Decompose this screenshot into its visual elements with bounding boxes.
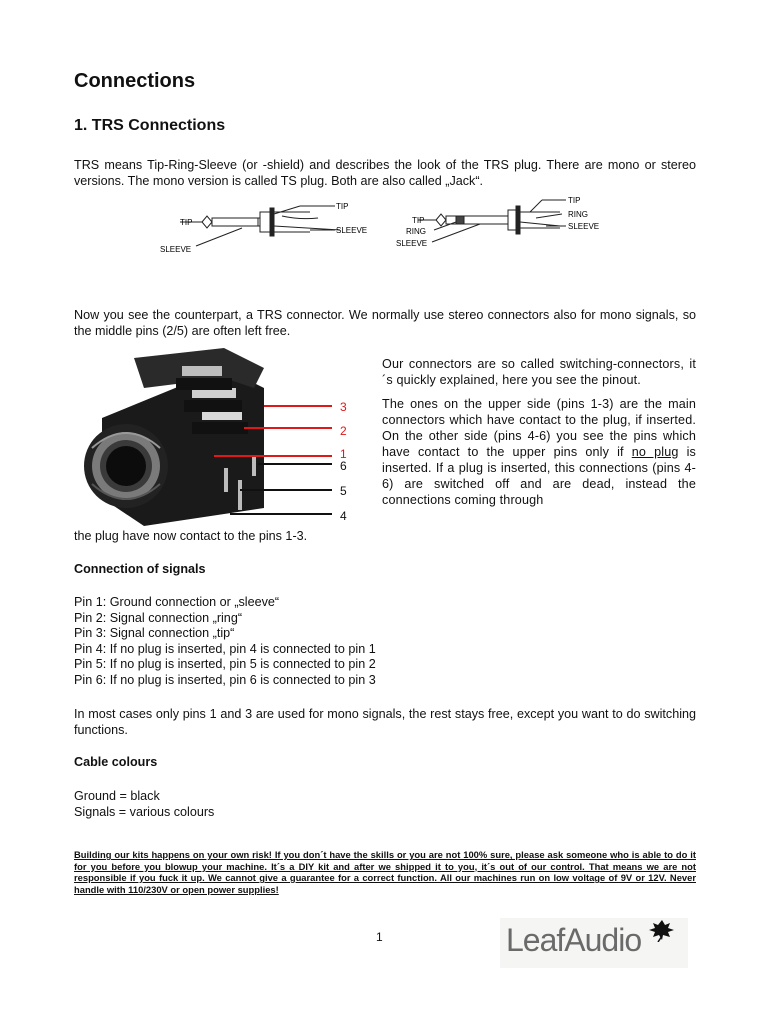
pin-label-6: 6 — [340, 459, 347, 473]
pin-item: Pin 6: If no plug is inserted, pin 6 is connected to pin 3 — [74, 672, 376, 687]
leafaudio-logo — [500, 918, 688, 968]
pinout-explanation — [382, 356, 696, 516]
no-plug-emphasis: no plug — [631, 445, 679, 459]
upper-side-text-end: is inserted. If a plug is inserted, this connections (pins 4-6) are switched off and are dead, instead the connections coming through — [382, 445, 697, 507]
disclaimer: Building our kits happens on your own risk! If you don´t have the skills or you are not 100% sure, please ask someone who is able to do it for you before you blowup your machine. It´s a DIY kit and after we shipped it to you, it´s out of our control. That means we are not responsible if you fuck it up. We cannot give a guarantee for a correct function. All our machines run on low voltage of 9V or 12V. Never handle with 110/230V or open power supplies! — [74, 849, 696, 895]
logo-wordmark: LeafAudio — [506, 922, 642, 958]
pin-label-1: 1 — [340, 447, 347, 461]
ts-sleeve-label-bottom: SLEEVE — [160, 245, 192, 254]
ts-sleeve-label-right: SLEEVE — [336, 226, 368, 235]
pin-list — [74, 594, 376, 687]
trs-ring-label-left: RING — [406, 227, 426, 236]
upper-side-paragraph — [382, 396, 696, 508]
trs-sleeve-label-left: SLEEVE — [396, 239, 428, 248]
pin-label-5: 5 — [340, 484, 347, 498]
pin-item: Pin 1: Ground connection or „sleeve“ — [74, 595, 280, 609]
trs-tip-label-right: TIP — [568, 196, 581, 205]
pin-item: Pin 5: If no plug is inserted, pin 5 is connected to pin 2 — [74, 657, 376, 671]
intro-paragraph: TRS means Tip-Ring-Sleeve (or -shield) and describes the look of the TRS plug. There are mono or stereo versions. The mono version is called TS plug. Both are also called „Jack“. — [74, 158, 696, 188]
cable-colours-heading: Cable colours — [74, 755, 158, 769]
ts-plug-drawing — [180, 206, 340, 246]
pin-item: Pin 4: If no plug is inserted, pin 4 is connected to pin 1 — [74, 641, 376, 656]
signals-colour: Signals = various colours — [74, 805, 215, 819]
pin-label-3: 3 — [340, 400, 347, 414]
pin-label-2: 2 — [340, 424, 347, 438]
signals-heading: Connection of signals — [74, 562, 206, 576]
trs-ring-label-right: RING — [568, 210, 588, 219]
ts-tip-label-left: TIP — [180, 218, 193, 227]
upper-side-text: The ones on the upper side (pins 1-3) are the main connectors which have contact to the plug, if inserted. On the other side (pins 4-6) you see the pins which have contact to the upper pins only if — [382, 397, 696, 459]
pin-item: Pin 3: Signal connection „tip“ — [74, 626, 235, 640]
cable-colours-list — [74, 788, 214, 820]
trs-plug-drawing — [418, 200, 566, 242]
section-heading: 1. TRS Connections — [74, 117, 226, 134]
switching-paragraph: Our connectors are so called switching-connectors, it´s quickly explained, here you see the pinout. — [382, 357, 696, 387]
jack-connector-diagram — [74, 348, 374, 528]
mono-note-paragraph: In most cases only pins 1 and 3 are used for mono signals, the rest stays free, except you want to do switching functions. — [74, 707, 696, 737]
page-title: Connections — [74, 70, 196, 92]
pin-label-4: 4 — [340, 509, 347, 523]
counterpart-paragraph: Now you see the counterpart, a TRS connector. We normally use stereo connectors also for mono signals, so the middle pins (2/5) are often left free. — [74, 308, 696, 338]
page-number: 1 — [376, 930, 383, 944]
leaf-icon — [648, 918, 676, 942]
trs-sleeve-label-right: SLEEVE — [568, 222, 600, 231]
plug-diagrams — [150, 192, 620, 254]
trs-tip-label-left: TIP — [412, 216, 425, 225]
ground-colour: Ground = black — [74, 789, 160, 803]
pin-item: Pin 2: Signal connection „ring“ — [74, 610, 243, 625]
pinout-tail-line: the plug have now contact to the pins 1-3. — [74, 529, 308, 543]
jack-socket-photo — [84, 348, 264, 526]
ts-tip-label-right: TIP — [336, 202, 349, 211]
